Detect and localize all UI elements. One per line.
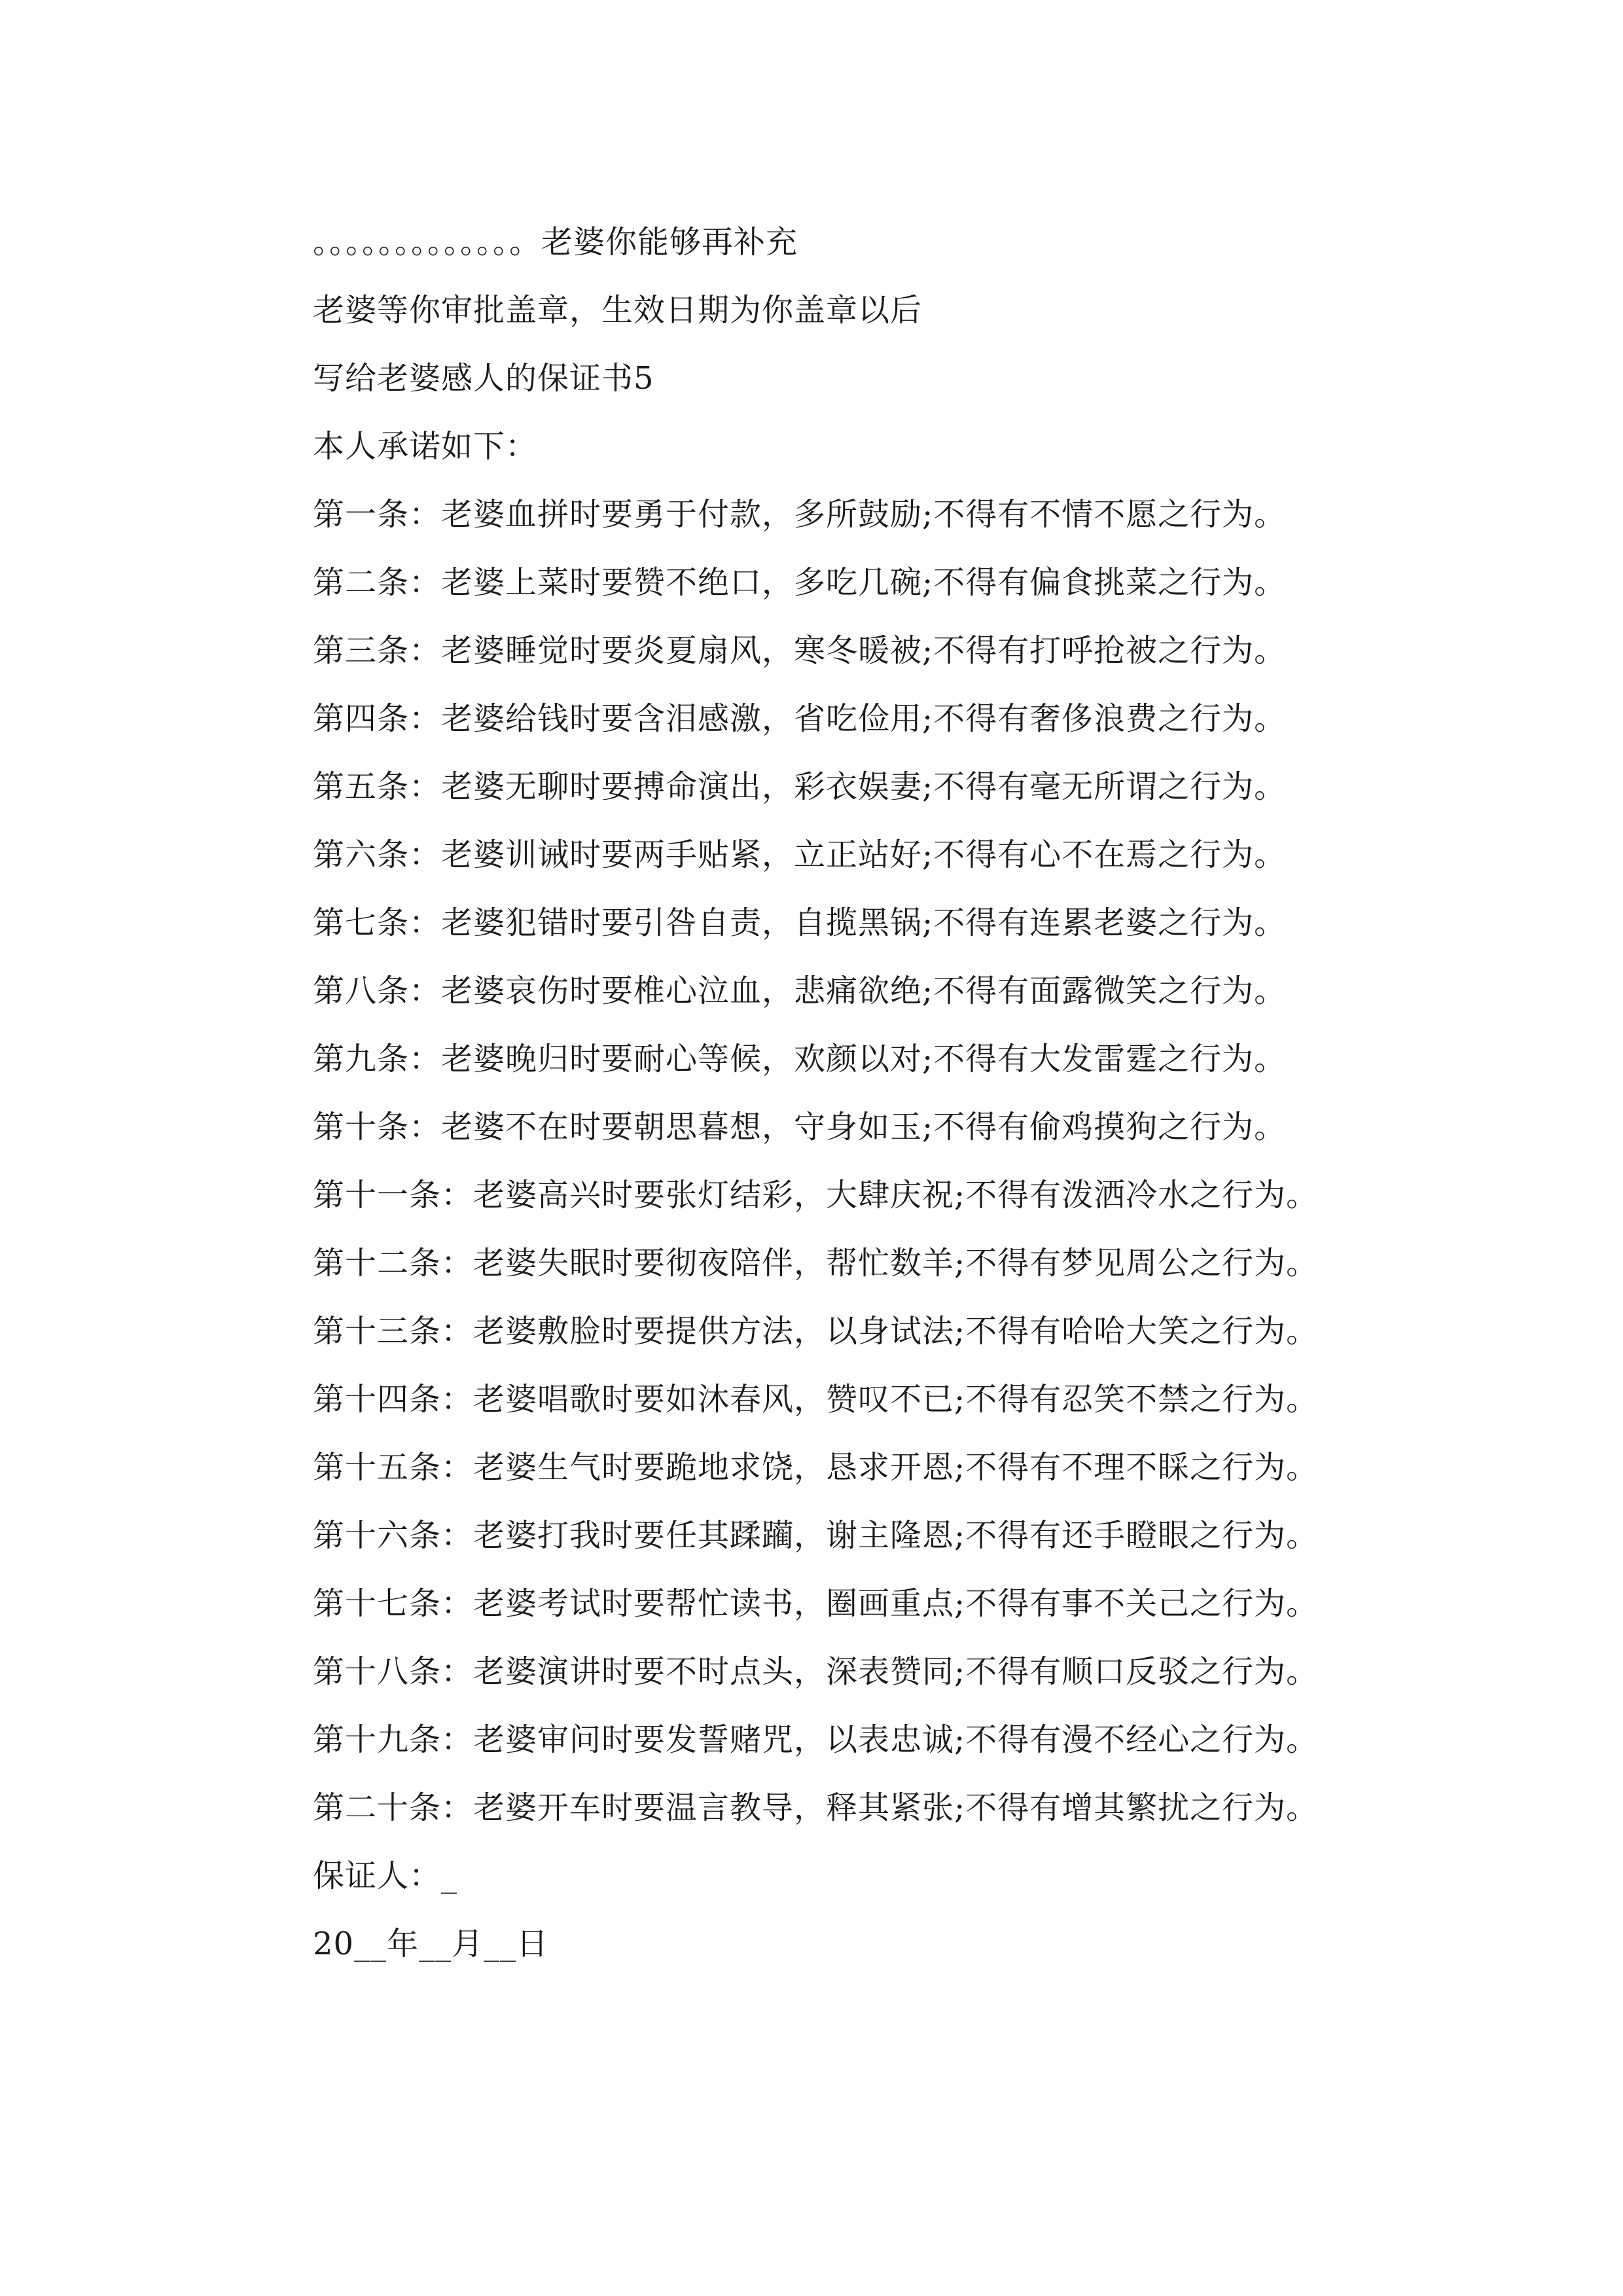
article-line: 第九条：老婆晚归时要耐心等候，欢颜以对;不得有大发雷霆之行为。	[313, 1041, 1287, 1077]
article-line: 第十五条：老婆生气时要跪地求饶，恳求开恩;不得有不理不睬之行为。	[313, 1449, 1319, 1486]
article-line: 第六条：老婆训诫时要两手贴紧，立正站好;不得有心不在焉之行为。	[313, 836, 1287, 873]
intro-line: 老婆等你审批盖章，生效日期为你盖章以后	[313, 292, 923, 329]
article-line: 第十四条：老婆唱歌时要如沐春风，赞叹不已;不得有忍笑不禁之行为。	[313, 1381, 1319, 1418]
article-line: 第五条：老婆无聊时要搏命演出，彩衣娱妻;不得有毫无所谓之行为。	[313, 768, 1287, 805]
document-body	[313, 208, 1425, 1978]
article-line: 第十八条：老婆演讲时要不时点头，深表赞同;不得有顺口反驳之行为。	[313, 1653, 1319, 1690]
article-line: 第十一条：老婆高兴时要张灯结彩，大肆庆祝;不得有泼洒冷水之行为。	[313, 1177, 1319, 1213]
article-line: 第四条：老婆给钱时要含泪感激，省吃俭用;不得有奢侈浪费之行为。	[313, 700, 1287, 737]
article-line: 第十条：老婆不在时要朝思暮想，守身如玉;不得有偷鸡摸狗之行为。	[313, 1109, 1287, 1145]
intro-line: 。。。。。。。。。。。。。老婆你能够再补充	[313, 224, 798, 260]
guarantor-line: 保证人：_	[313, 1857, 458, 1894]
article-line: 第一条：老婆血拼时要勇于付款，多所鼓励;不得有不情不愿之行为。	[313, 496, 1287, 533]
article-line: 第十二条：老婆失眠时要彻夜陪伴，帮忙数羊;不得有梦见周公之行为。	[313, 1245, 1319, 1282]
date-line: 20__年__月__日	[313, 1926, 549, 1962]
opening-line: 本人承诺如下：	[313, 428, 538, 465]
document-title: 写给老婆感人的保证书5	[313, 360, 654, 397]
article-line: 第十三条：老婆敷脸时要提供方法，以身试法;不得有哈哈大笑之行为。	[313, 1313, 1319, 1350]
article-line: 第八条：老婆哀伤时要椎心泣血，悲痛欲绝;不得有面露微笑之行为。	[313, 973, 1287, 1009]
article-line: 第二条：老婆上菜时要赞不绝口，多吃几碗;不得有偏食挑菜之行为。	[313, 564, 1287, 601]
article-line: 第三条：老婆睡觉时要炎夏扇风，寒冬暖被;不得有打呼抢被之行为。	[313, 632, 1287, 669]
article-line: 第十七条：老婆考试时要帮忙读书，圈画重点;不得有事不关己之行为。	[313, 1585, 1319, 1622]
article-line: 第十六条：老婆打我时要任其蹂躏，谢主隆恩;不得有还手瞪眼之行为。	[313, 1517, 1319, 1554]
article-line: 第七条：老婆犯错时要引咎自责，自揽黑锅;不得有连累老婆之行为。	[313, 905, 1287, 941]
article-line: 第十九条：老婆审问时要发誓赌咒，以表忠诚;不得有漫不经心之行为。	[313, 1721, 1319, 1758]
article-line: 第二十条：老婆开车时要温言教导，释其紧张;不得有增其繁扰之行为。	[313, 1789, 1319, 1826]
